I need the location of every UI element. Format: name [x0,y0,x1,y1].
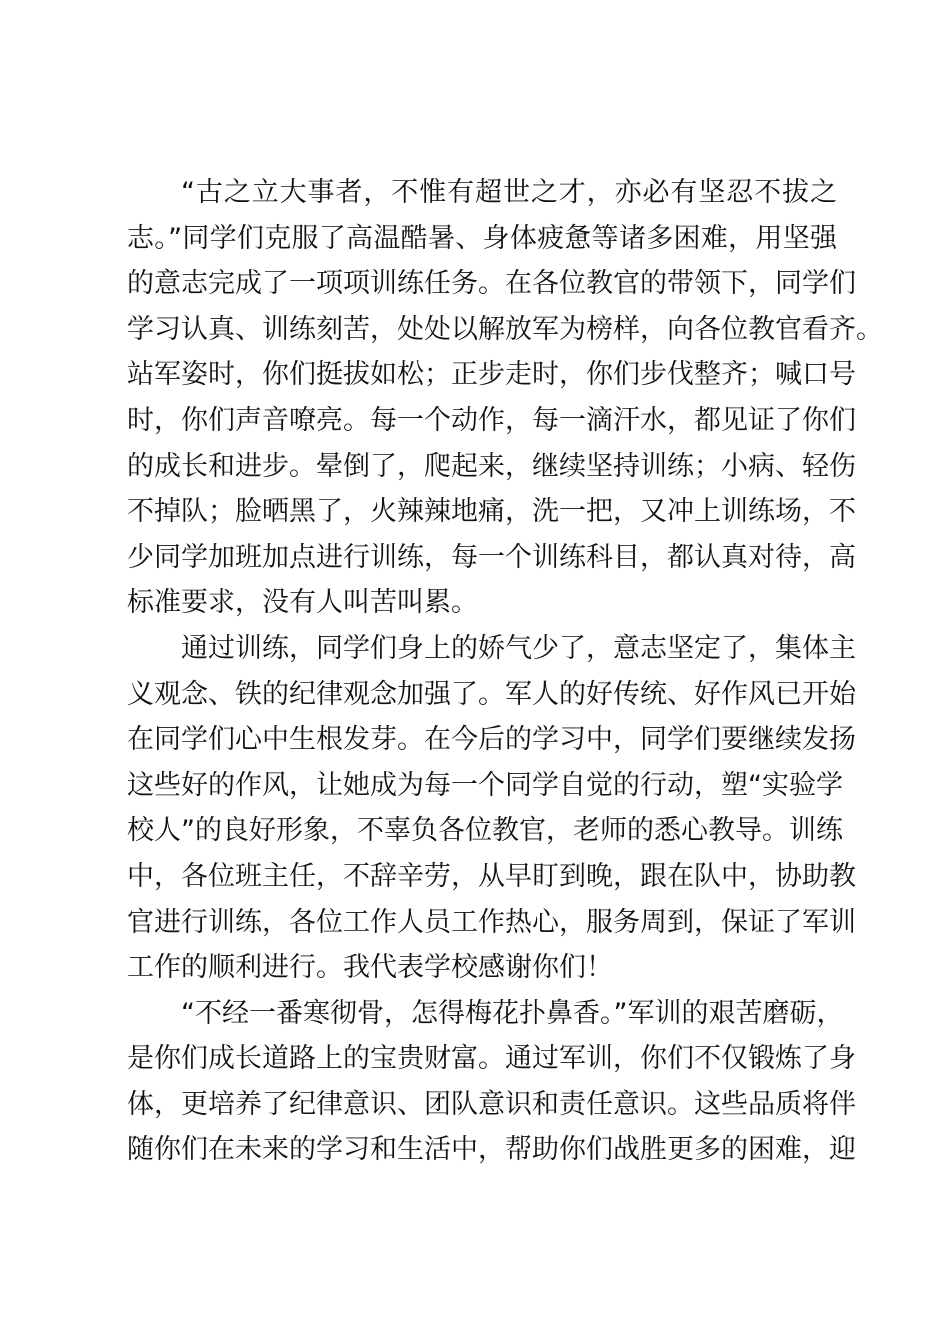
text-line: 在同学们心中生根发芽。在今后的学习中，同学们要继续发扬 [127,724,856,756]
paragraph [127,170,883,626]
text-line: 的意志完成了一项项训练任务。在各位教官的带领下，同学们 [127,268,856,300]
text-line: 的成长和进步。晕倒了，爬起来，继续坚持训练；小病、轻伤 [127,450,856,482]
text-line: “不经一番寒彻骨，怎得梅花扑鼻香。”军训的艰苦磨砺， [181,997,844,1029]
text-line: 校人”的良好形象，不辜负各位教官，老师的悉心教导。训练 [127,815,843,847]
text-line: 站军姿时，你们挺拔如松；正步走时，你们步伐整齐；喊口号 [127,359,856,391]
text-line: 工作的顺利进行。我代表学校感谢你们！ [127,952,613,984]
text-line: 义观念、铁的纪律观念加强了。军人的好传统、好作风已开始 [127,678,856,710]
text-line: 官进行训练，各位工作人员工作热心，服务周到，保证了军训 [127,906,856,938]
text-line: 通过训练，同学们身上的娇气少了，意志坚定了，集体主 [181,632,856,664]
paragraph [127,991,856,1173]
text-line: 标准要求，没有人叫苦叫累。 [127,587,478,619]
paragraph [127,626,856,991]
text-line: “古之立大事者，不惟有超世之才，亦必有坚忍不拔之 [181,177,837,208]
text-line: 学习认真、训练刻苦，处处以解放军为榜样，向各位教官看齐。 [127,313,883,345]
text-line: 随你们在未来的学习和生活中，帮助你们战胜更多的困难，迎 [127,1134,856,1166]
text-line: 体，更培养了纪律意识、团队意识和责任意识。这些品质将伴 [127,1088,856,1120]
document-body [127,170,883,1173]
text-line: 少同学加班加点进行训练，每一个训练科目，都认真对待，高 [127,541,856,573]
text-line: 时，你们声音嘹亮。每一个动作，每一滴汗水，都见证了你们 [127,404,856,436]
text-line: 不掉队；脸晒黑了，火辣辣地痛，洗一把，又冲上训练场，不 [127,496,856,528]
text-line: 中，各位班主任，不辞辛劳，从早盯到晚，跟在队中，协助教 [127,860,856,892]
text-line: 志。”同学们克服了高温酷暑、身体疲惫等诸多困难，用坚强 [127,222,837,254]
text-line: 是你们成长道路上的宝贵财富。通过军训，你们不仅锻炼了身 [127,1043,856,1075]
text-line: 这些好的作风，让她成为每一个同学自觉的行动，塑“实验学 [127,769,843,801]
